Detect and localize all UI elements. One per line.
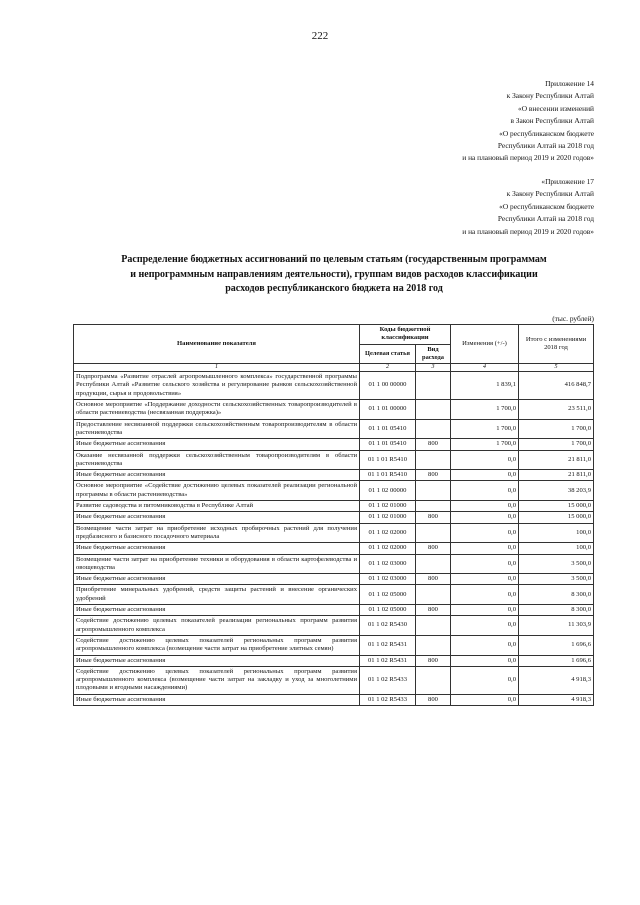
appendix-line: «О республиканском бюджете [499,128,594,138]
row-change-cell: 0,0 [451,585,519,605]
row-total-cell: 1 696,6 [519,655,594,666]
row-change-cell: 1 700,0 [451,439,519,450]
row-code-cell: 01 1 02 03000 [360,554,416,574]
header-codes-group: Коды бюджетной классификации [360,325,451,345]
row-name-cell: Иные бюджетные ассигнования [74,439,360,450]
row-total-cell: 416 848,7 [519,372,594,400]
row-name-cell: Содействие достижению целевых показателей региональных программ развития агропромышленного комплекса (возмещение части затрат на приобретение элитных семян) [74,635,360,655]
row-name-cell: Иные бюджетные ассигнования [74,470,360,481]
row-name-cell: Иные бюджетные ассигнования [74,694,360,705]
document-title [60,253,608,297]
appendix-line: Республики Алтай на 2018 год [497,141,594,151]
row-code-cell: 01 1 02 05000 [360,585,416,605]
row-change-cell: 0,0 [451,512,519,523]
row-code-cell: 01 1 01 00000 [360,400,416,420]
row-total-cell: 1 696,6 [519,635,594,655]
row-expense-type-cell [416,400,451,420]
appendix-line: «Приложение 17 [541,177,594,186]
row-total-cell: 15 000,0 [519,512,594,523]
row-name-cell: Возмещение части затрат на приобретение исходных пробирочных растений для получения предбазисного и базисного посадочного материала [74,523,360,543]
row-total-cell: 1 700,0 [519,419,594,439]
table-row [74,635,594,655]
row-total-cell: 8 300,0 [519,585,594,605]
row-expense-type-cell [416,501,451,512]
row-change-cell: 0,0 [451,574,519,585]
row-total-cell: 1 700,0 [519,439,594,450]
row-change-cell: 0,0 [451,616,519,636]
appendix-17-note [462,176,594,238]
table-row [74,481,594,501]
row-code-cell: 01 1 02 02000 [360,543,416,554]
page-number: 222 [311,30,329,42]
row-expense-type-cell [416,666,451,694]
appendix-line: и на плановый период 2019 и 2020 годов» [462,226,594,236]
table-row [74,694,594,705]
table-row [74,439,594,450]
row-total-cell: 4 918,3 [519,694,594,705]
appendix-line: в Закон Республики Алтай [510,116,594,126]
appendix-line: к Закону Республики Алтай [506,189,594,199]
row-name-cell: Приобретение минеральных удобрений, средств защиты растений и внесение органических удобрений [74,585,360,605]
row-code-cell: 01 1 01 R5410 [360,450,416,470]
row-code-cell: 01 1 02 R5431 [360,635,416,655]
row-change-cell: 0,0 [451,481,519,501]
table-body [74,372,594,706]
column-number: 5 [519,364,594,372]
header-total: Итого с изменениями 2018 год [519,325,594,364]
row-change-cell: 0,0 [451,554,519,574]
table-row [74,419,594,439]
title-line: Распределение бюджетных ассигнований по целевым статьям (государственным программам [121,254,547,265]
row-change-cell: 0,0 [451,523,519,543]
row-total-cell: 23 511,0 [519,400,594,420]
row-code-cell: 01 1 01 05410 [360,419,416,439]
row-name-cell: Основное мероприятие «Поддержание доходности сельскохозяйственных товаропроизводителей в области растениеводства (несвязанная поддержка)» [74,400,360,420]
row-name-cell: Содействие достижению целевых показателей реализации региональных программ развития агропромышленного комплекса [74,616,360,636]
row-total-cell: 100,0 [519,523,594,543]
table-row [74,554,594,574]
row-code-cell: 01 1 02 01000 [360,512,416,523]
row-name-cell: Возмещение части затрат на приобретение техники и оборудования в области картофелеводства и овощеводства [74,554,360,574]
column-number: 1 [74,364,360,372]
row-code-cell: 01 1 00 00000 [360,372,416,400]
row-expense-type-cell [416,523,451,543]
row-change-cell: 0,0 [451,501,519,512]
row-change-cell: 0,0 [451,470,519,481]
table-row [74,543,594,554]
table-row [74,470,594,481]
row-code-cell: 01 1 02 R5433 [360,666,416,694]
appendix-line: «О внесении изменений [518,103,594,113]
row-name-cell: Иные бюджетные ассигнования [74,655,360,666]
table-row [74,400,594,420]
row-code-cell: 01 1 01 05410 [360,439,416,450]
row-code-cell: 01 1 02 R5430 [360,616,416,636]
appendix-14-note [462,78,594,165]
row-change-cell: 0,0 [451,543,519,554]
title-line: и непрограммным направлениям деятельности), группам видов расходов классификации [130,268,538,280]
table-row [74,574,594,585]
row-expense-type-cell: 800 [416,439,451,450]
row-change-cell: 1 700,0 [451,419,519,439]
row-change-cell: 1 700,0 [451,400,519,420]
header-expense-type: Вид расхода [416,344,451,364]
row-expense-type-cell [416,585,451,605]
row-expense-type-cell [416,450,451,470]
row-name-cell: Иные бюджетные ассигнования [74,543,360,554]
row-expense-type-cell: 800 [416,512,451,523]
appendix-line: Республики Алтай на 2018 год [497,214,594,224]
appendix-line: Приложение 14 [545,79,594,88]
appendix-line: к Закону Республики Алтай [506,91,594,101]
row-expense-type-cell [416,419,451,439]
row-expense-type-cell: 800 [416,543,451,554]
row-expense-type-cell [416,635,451,655]
row-change-cell: 0,0 [451,666,519,694]
row-total-cell: 8 300,0 [519,605,594,616]
table-row [74,585,594,605]
column-number: 3 [416,364,451,372]
row-expense-type-cell [416,481,451,501]
row-expense-type-cell [416,554,451,574]
row-name-cell: Иные бюджетные ассигнования [74,574,360,585]
row-code-cell: 01 1 02 02000 [360,523,416,543]
row-expense-type-cell: 800 [416,694,451,705]
column-number: 2 [360,364,416,372]
appendix-line: и на плановый период 2019 и 2020 годов» [462,153,594,163]
row-name-cell: Подпрограмма «Развитие отраслей агропромышленного комплекса» государственной программы Республики Алтай «Развитие сельского хозяйства и регулирование рынков сельскохозяйственной продукции, сырья и продовольствия» [74,372,360,400]
table-row [74,616,594,636]
row-name-cell: Иные бюджетные ассигнования [74,605,360,616]
budget-table [73,324,594,706]
row-total-cell: 21 811,0 [519,470,594,481]
row-change-cell: 0,0 [451,605,519,616]
row-expense-type-cell [416,372,451,400]
row-total-cell: 4 918,3 [519,666,594,694]
table-row [74,655,594,666]
row-name-cell: Развитие садоводства и питомниководства в Республике Алтай [74,501,360,512]
row-total-cell: 38 203,9 [519,481,594,501]
row-total-cell: 21 811,0 [519,450,594,470]
row-code-cell: 01 1 02 01000 [360,501,416,512]
table-row [74,450,594,470]
row-expense-type-cell: 800 [416,655,451,666]
unit-note: (тыс. рублей) [552,314,594,323]
table-row [74,512,594,523]
row-change-cell: 0,0 [451,450,519,470]
title-line: расходов республиканского бюджета на 2018 год [225,283,443,294]
row-code-cell: 01 1 02 05000 [360,605,416,616]
table-row [74,605,594,616]
row-code-cell: 01 1 02 R5433 [360,694,416,705]
row-expense-type-cell [416,616,451,636]
row-name-cell: Иные бюджетные ассигнования [74,512,360,523]
row-name-cell: Предоставление несвязанной поддержки сельскохозяйственным товаропроизводителям в области растениеводства [74,419,360,439]
table-row [74,523,594,543]
row-total-cell: 100,0 [519,543,594,554]
row-code-cell: 01 1 02 03000 [360,574,416,585]
row-name-cell: Оказание несвязанной поддержки сельскохозяйственным товаропроизводителям в области растениеводства [74,450,360,470]
header-target: Целевая статья [360,344,416,364]
appendix-line: «О республиканском бюджете [499,201,594,211]
row-change-cell: 1 839,1 [451,372,519,400]
header-name: Наименование показателя [74,325,360,364]
row-expense-type-cell: 800 [416,470,451,481]
row-total-cell: 11 303,9 [519,616,594,636]
table-row [74,372,594,400]
row-code-cell: 01 1 02 R5431 [360,655,416,666]
row-code-cell: 01 1 01 R5410 [360,470,416,481]
row-total-cell: 3 500,0 [519,574,594,585]
row-name-cell: Содействие достижению целевых показателей региональных программ развития агропромышленного комплекса (возмещение части затрат на закладку и уход за многолетними плодовыми и ягодными насаждениями) [74,666,360,694]
table-row [74,501,594,512]
row-name-cell: Основное мероприятие «Содействие достижению целевых показателей реализации региональной программы в области растениеводства» [74,481,360,501]
row-change-cell: 0,0 [451,635,519,655]
column-number-row [74,364,594,372]
row-total-cell: 3 500,0 [519,554,594,574]
row-expense-type-cell: 800 [416,605,451,616]
row-change-cell: 0,0 [451,655,519,666]
column-number: 4 [451,364,519,372]
row-expense-type-cell: 800 [416,574,451,585]
row-code-cell: 01 1 02 00000 [360,481,416,501]
table-row [74,666,594,694]
row-change-cell: 0,0 [451,694,519,705]
header-changes: Изменения (+/-) [451,325,519,364]
row-total-cell: 15 000,0 [519,501,594,512]
